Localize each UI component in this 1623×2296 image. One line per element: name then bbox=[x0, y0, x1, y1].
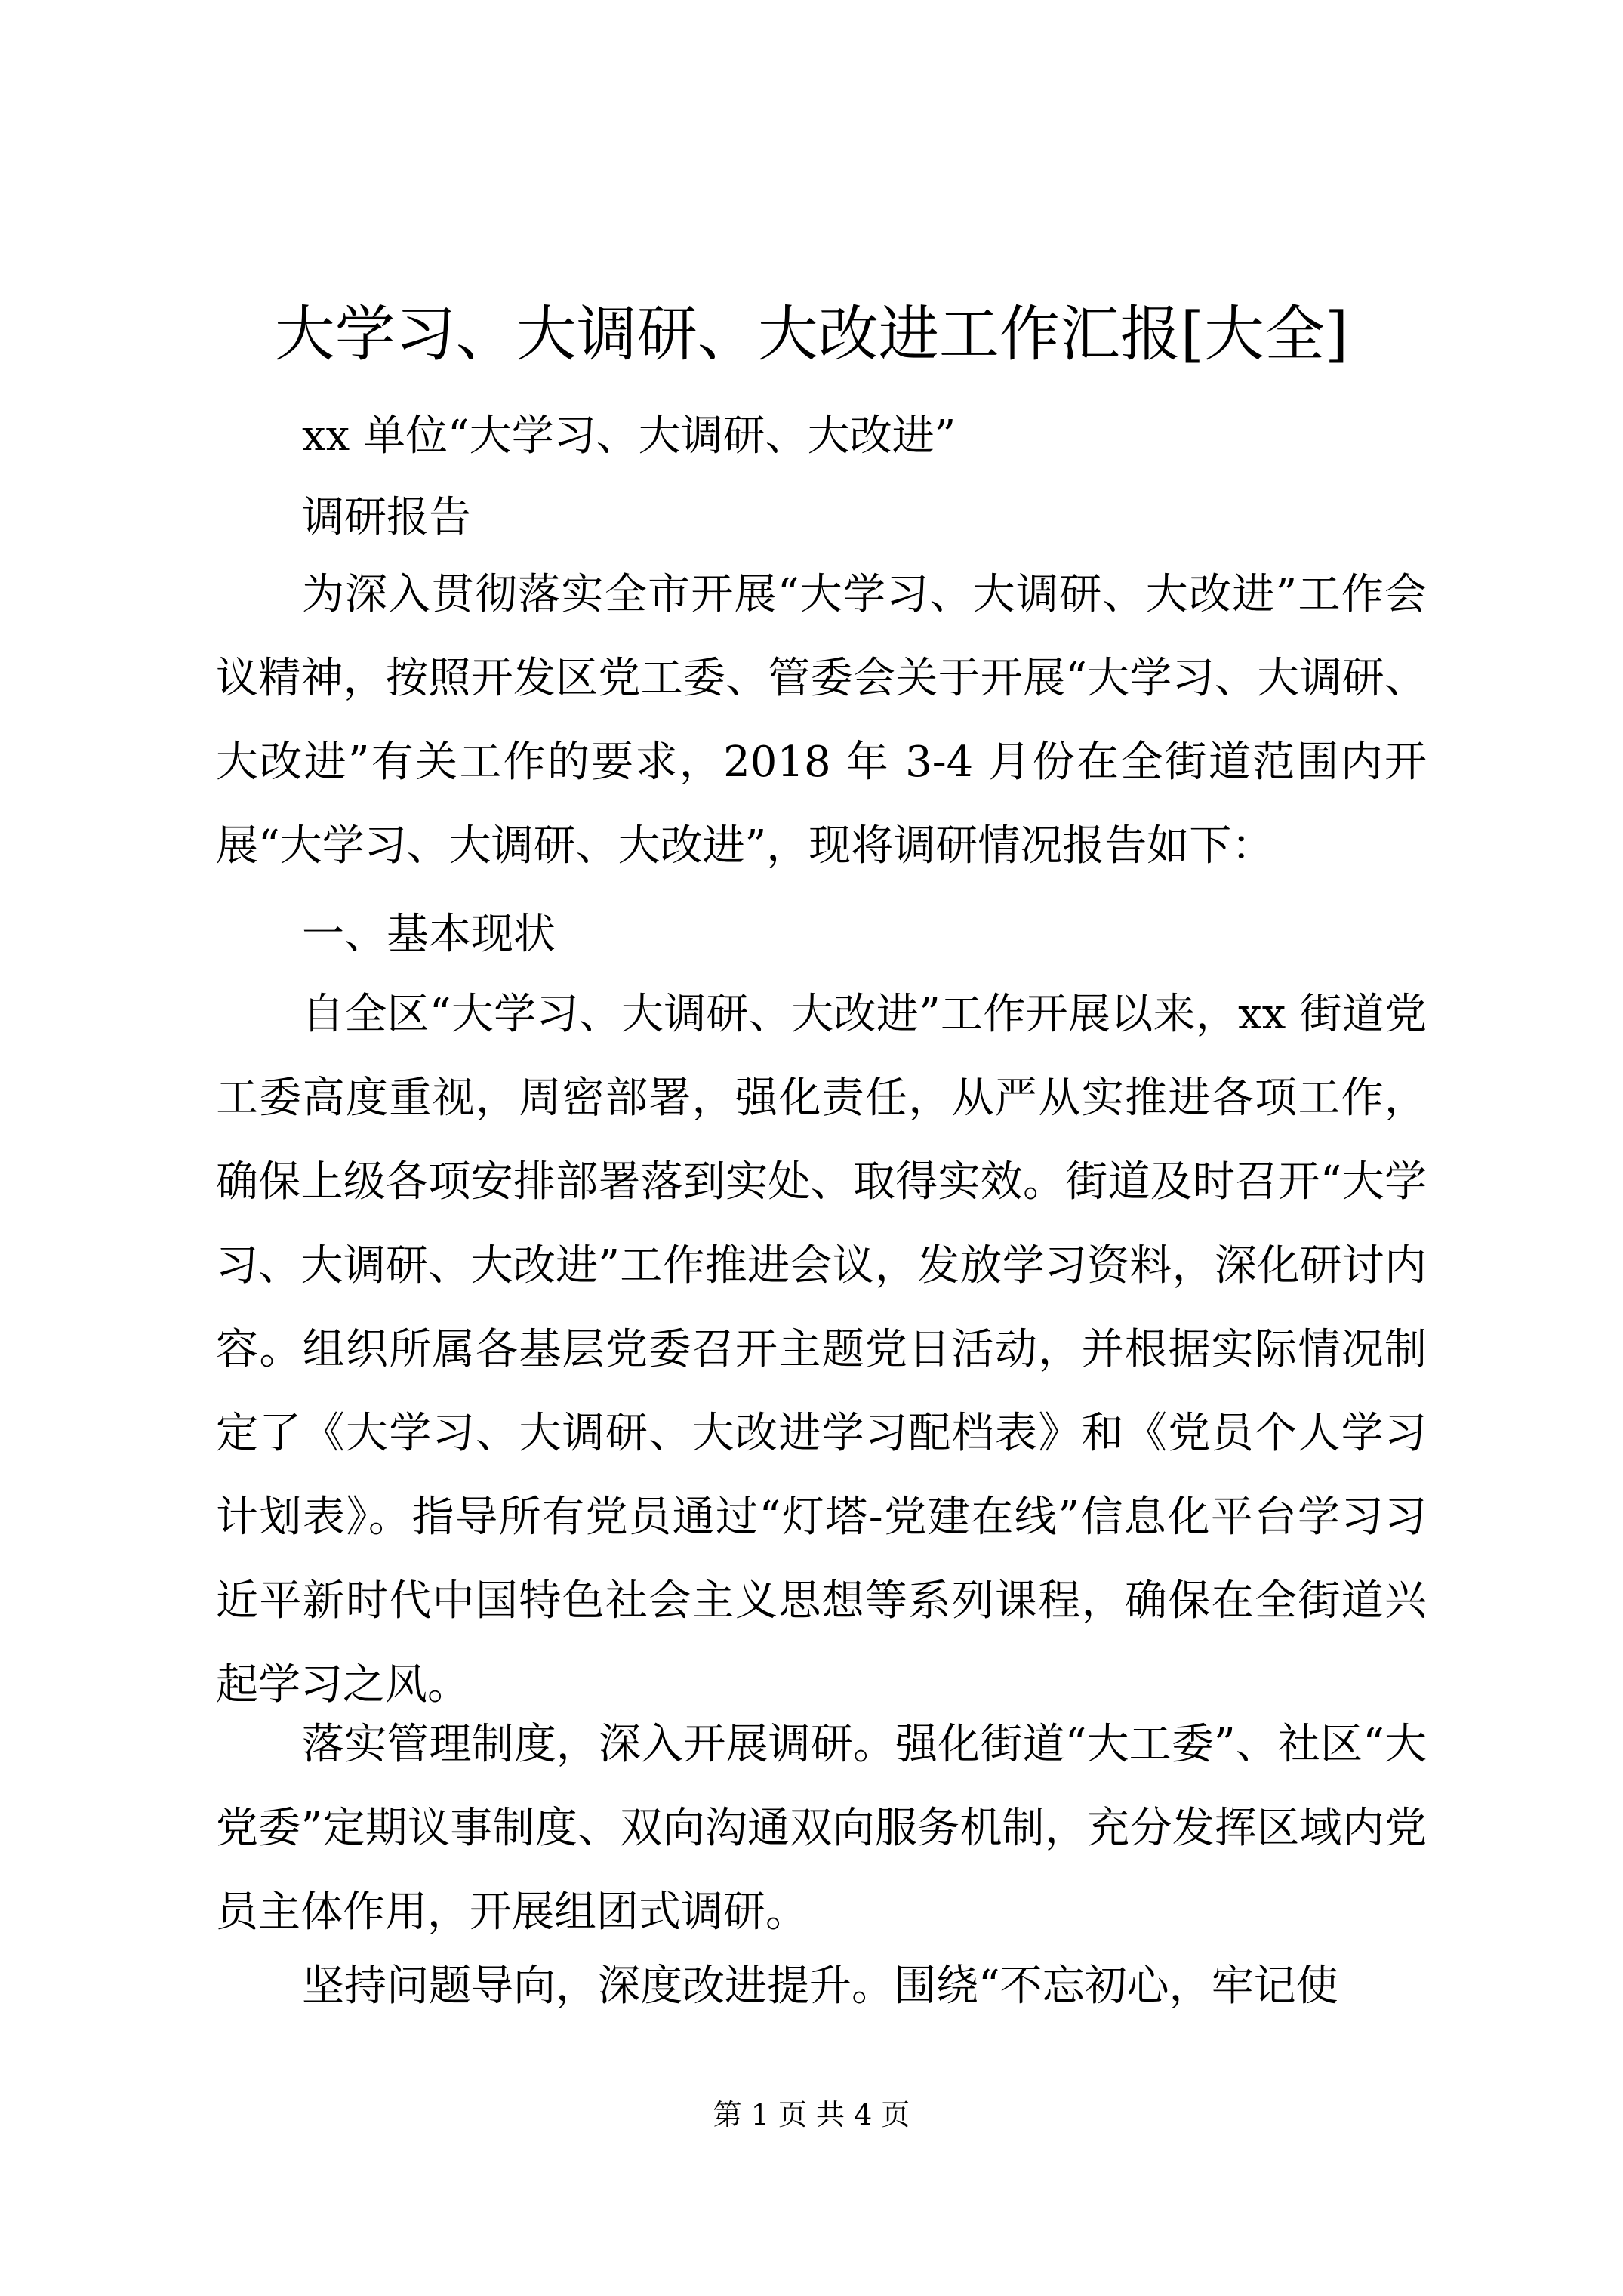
page-number-footer: 第 1 页 共 4 页 bbox=[713, 2098, 910, 2131]
paragraph-intro: 为深入贯彻落实全市开展“大学习、大调研、大改进”工作会议精神，按照开发区党工委、管委会关于开展“大学习、大调研、大改进”有关工作的要求，2018 年 3-4 月份在全街道范围内开展“大学习、大调研、大改进”，现将调研情况报告如下： bbox=[216, 570, 1427, 871]
section-heading-basic-status: 一、基本现状 bbox=[302, 910, 556, 959]
paragraph-basic-status: 自全区“大学习、大调研、大改进”工作开展以来，xx 街道党工委高度重视，周密部署，强化责任，从严从实推进各项工作，确保上级各项安排部署落到实处、取得实效。街道及时召开“大学习、大调研、大改进”工作推进会议，发放学习资料，深化研讨内容。组织所属各基层党委召开主题党日活动，并根据实际情况制定了《大学习、大调研、大改进学习配档表》和《党员个人学习计划表》。指导所有党员通过“灯塔-党建在线”信息化平台学习习近平新时代中国特色社会主义思想等系列课程，确保在全街道兴起学习之风。 bbox=[216, 990, 1427, 1709]
subtitle-line-report: 调研报告 bbox=[302, 493, 471, 542]
paragraph-management-system: 落实管理制度，深入开展调研。强化街道“大工委”、社区“大党委”定期议事制度、双向沟通双向服务机制，充分发挥区域内党员主体作用，开展组团式调研。 bbox=[216, 1720, 1427, 1937]
subtitle-line-unit: xx 单位“大学习、大调研、大改进” bbox=[302, 411, 956, 461]
paragraph-problem-orientation: 坚持问题导向，深度改进提升。围绕“不忘初心，牢记使 bbox=[302, 1962, 1338, 2011]
document-title: 大学习、大调研、大改进工作汇报[大全] bbox=[274, 299, 1349, 369]
